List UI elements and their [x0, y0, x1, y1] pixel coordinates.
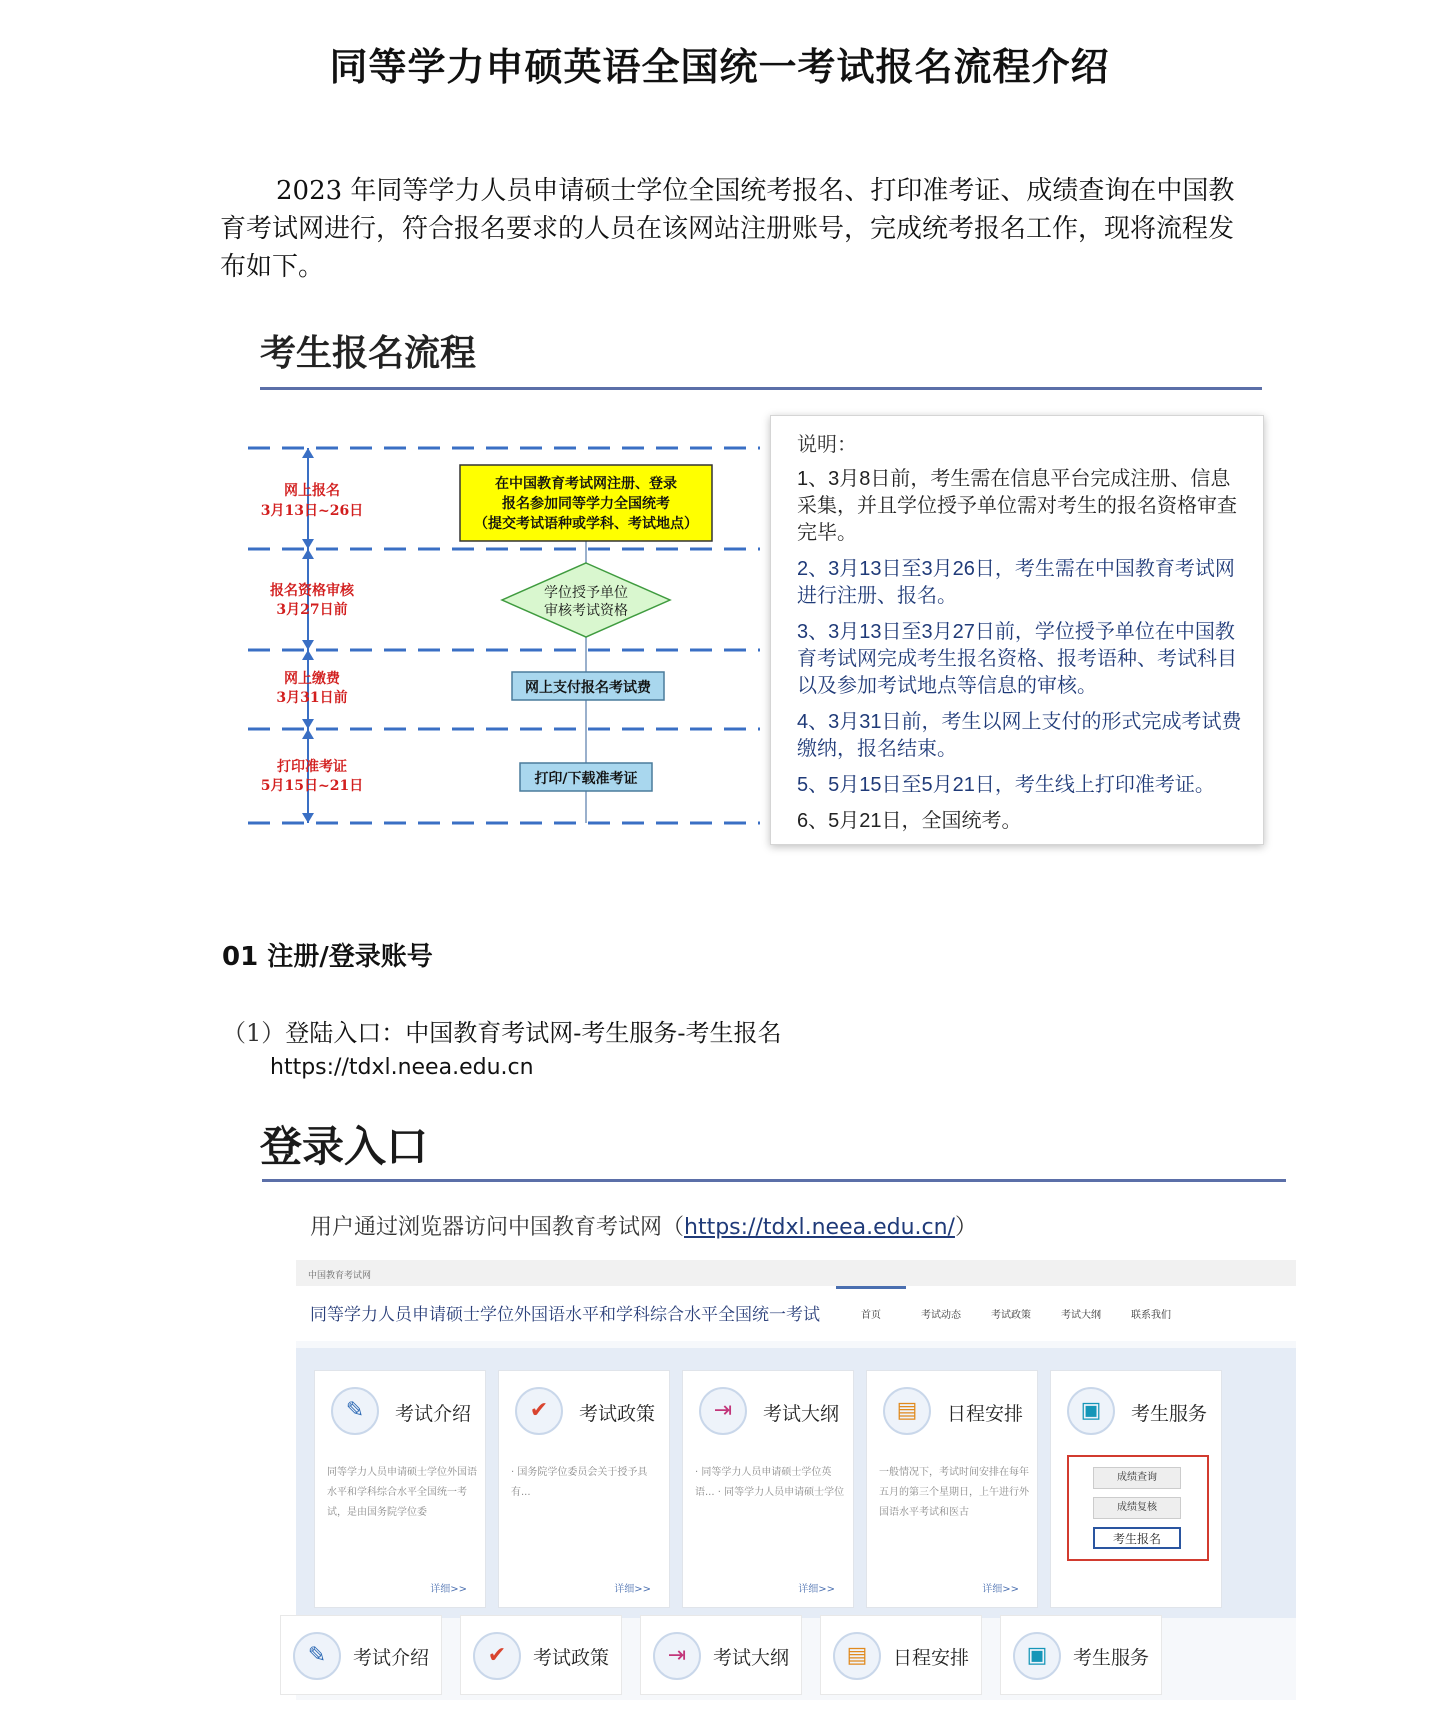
calendar-edit-icon: ▤ — [883, 1387, 931, 1435]
id-card-icon: ▣ — [1067, 1387, 1115, 1435]
review-step-line: 审核考试资格 — [544, 603, 628, 619]
note-item: 4、3月31日前，考生以网上支付的形式完成考试费缴纳，报名结束。 — [797, 711, 1242, 760]
entry-url[interactable]: https://tdxl.neea.edu.cn — [270, 1055, 534, 1080]
stage-name: 网上缴费 — [284, 671, 340, 687]
login-title-rule — [262, 1179, 1286, 1182]
notes-title: 说明： — [797, 434, 857, 456]
card-text: 同等学力人员申请硕士学位外国语水平和学科综合水平全国统一考试，是由国务院学位委 — [327, 1467, 477, 1518]
file-export-icon: ⇥ — [653, 1632, 701, 1680]
bottom-card-exam-intro[interactable] — [280, 1615, 442, 1695]
site-link[interactable]: https://tdxl.neea.edu.cn/ — [684, 1215, 955, 1240]
card-schedule[interactable] — [866, 1370, 1038, 1608]
stage-name: 网上报名 — [284, 483, 340, 499]
registration-flow-figure — [230, 305, 1290, 870]
register-step-line: 在中国教育考试网注册、登录 — [495, 476, 677, 492]
note-item: 3、3月13日至3月27日前，学位授予单位在中国教育考试网完成考生报名资格、报考语种、考试科目以及参加考试地点等信息的审核。 — [797, 621, 1237, 697]
step-number: （1） — [222, 1019, 286, 1047]
card-text: 一般情况下，考试时间安排在每年五月的第三个星期日，上午进行外国语水平考试和医古 — [879, 1467, 1029, 1518]
document-title: 同等学力申硕英语全国统一考试报名流程介绍 — [329, 44, 1110, 89]
pay-step-label: 网上支付报名考试费 — [525, 680, 651, 696]
login-figure-title: 登录入口 — [260, 1122, 429, 1171]
bottom-card-exam-policy[interactable] — [460, 1615, 622, 1695]
services-highlight-box — [1067, 1455, 1209, 1561]
bottom-card-row — [280, 1615, 1310, 1695]
card-text: · 同等学力人员申请硕士学位英语... · 同等学力人员申请硕士学位 — [695, 1467, 845, 1498]
site-header — [296, 1286, 1296, 1341]
checkmark-icon: ✔ — [515, 1387, 563, 1435]
site-name: 同等学力人员申请硕士学位外国语水平和学科综合水平全国统一考试 — [310, 1305, 820, 1325]
card-exam-policy[interactable] — [498, 1370, 670, 1608]
site-top-bar: 中国教育考试网 — [296, 1260, 1296, 1286]
card-exam-syllabus[interactable] — [682, 1370, 854, 1608]
stage-date: 3月27日前 — [276, 602, 348, 618]
active-nav-indicator — [836, 1286, 906, 1289]
document-pen-icon: ✎ — [293, 1632, 341, 1680]
bottom-card-exam-syllabus[interactable] — [640, 1615, 802, 1695]
note-item: 5、5月15日至5月21日，考生线上打印准考证。 — [797, 774, 1215, 796]
stage-date: 3月31日前 — [276, 690, 348, 706]
card-title: 考试介绍 — [395, 1403, 472, 1425]
candidate-register-button[interactable]: 考生报名 — [1093, 1527, 1181, 1549]
card-title: 考生服务 — [1131, 1403, 1208, 1425]
card-title: 日程安排 — [893, 1647, 970, 1669]
score-query-button[interactable]: 成绩查询 — [1093, 1467, 1181, 1489]
card-title: 考生服务 — [1073, 1647, 1150, 1669]
notes-panel — [770, 415, 1264, 845]
id-card-icon: ▣ — [1013, 1632, 1061, 1680]
login-entry-figure — [230, 1100, 1330, 1717]
flow-figure-title: 考生报名流程 — [260, 333, 477, 374]
card-text: · 国务院学位委员会关于授予具有... — [511, 1467, 648, 1498]
bottom-card-candidate-services[interactable] — [1000, 1615, 1162, 1695]
document-pen-icon: ✎ — [331, 1387, 379, 1435]
flowchart — [230, 305, 770, 870]
card-title: 考试介绍 — [353, 1647, 430, 1669]
file-export-icon: ⇥ — [699, 1387, 747, 1435]
stage-name: 打印准考证 — [277, 759, 347, 775]
stage-name: 报名资格审核 — [270, 583, 354, 599]
card-title: 考试大纲 — [713, 1647, 790, 1669]
access-instruction: 用户通过浏览器访问中国教育考试网（https://tdxl.neea.edu.cn/） — [310, 1215, 977, 1240]
note-item: 1、3月8日前，考生需在信息平台完成注册、信息采集，并且学位授予单位需对考生的报名资格审查完毕。 — [797, 468, 1237, 544]
print-step-label: 打印/下载准考证 — [534, 771, 638, 787]
site-nav — [836, 1306, 1186, 1321]
nav-syllabus[interactable]: 考试大纲 — [1061, 1310, 1101, 1321]
intro-paragraph: 2023 年同等学力人员申请硕士学位全国统考报名、打印准考证、成绩查询在中国教育考试网进行，符合报名要求的人员在该网站注册账号，完成统考报名工作，现将流程发布如下。 — [220, 176, 1235, 282]
checkmark-icon: ✔ — [473, 1632, 521, 1680]
review-step-line: 学位授予单位 — [544, 585, 628, 601]
bottom-card-schedule[interactable] — [820, 1615, 982, 1695]
note-item: 2、3月13日至3月26日，考生需在中国教育考试网进行注册、报名。 — [797, 558, 1235, 607]
nav-policy[interactable]: 考试政策 — [991, 1310, 1031, 1321]
card-candidate-services[interactable] — [1050, 1370, 1222, 1608]
stage-date: 3月13日~26日 — [260, 503, 364, 519]
card-more-link[interactable]: 详细>> — [614, 1584, 651, 1595]
calendar-edit-icon: ▤ — [833, 1632, 881, 1680]
register-step-line: （提交考试语种或学科、考试地点） — [474, 516, 698, 532]
card-more-link[interactable]: 详细>> — [430, 1584, 467, 1595]
card-title: 考试大纲 — [763, 1403, 840, 1425]
score-review-button[interactable]: 成绩复核 — [1093, 1497, 1181, 1519]
card-more-link[interactable]: 详细>> — [982, 1584, 1019, 1595]
note-item: 6、5月21日，全国统考。 — [797, 810, 1022, 832]
step-text: 登陆入口：中国教育考试网-考生服务-考生报名 — [285, 1019, 782, 1047]
nav-contact[interactable]: 联系我们 — [1131, 1310, 1171, 1321]
section-heading: 01 注册/登录账号 — [222, 942, 433, 972]
register-step-line: 报名参加同等学力全国统考 — [502, 496, 670, 512]
stage-date: 5月15日~21日 — [260, 778, 364, 794]
step-line — [222, 1013, 782, 1048]
card-exam-intro[interactable] — [314, 1370, 486, 1608]
card-title: 考试政策 — [533, 1647, 610, 1669]
nav-home[interactable]: 首页 — [861, 1310, 881, 1321]
card-title: 考试政策 — [579, 1403, 656, 1425]
nav-news[interactable]: 考试动态 — [921, 1310, 961, 1321]
card-title: 日程安排 — [947, 1403, 1024, 1425]
card-more-link[interactable]: 详细>> — [798, 1584, 835, 1595]
